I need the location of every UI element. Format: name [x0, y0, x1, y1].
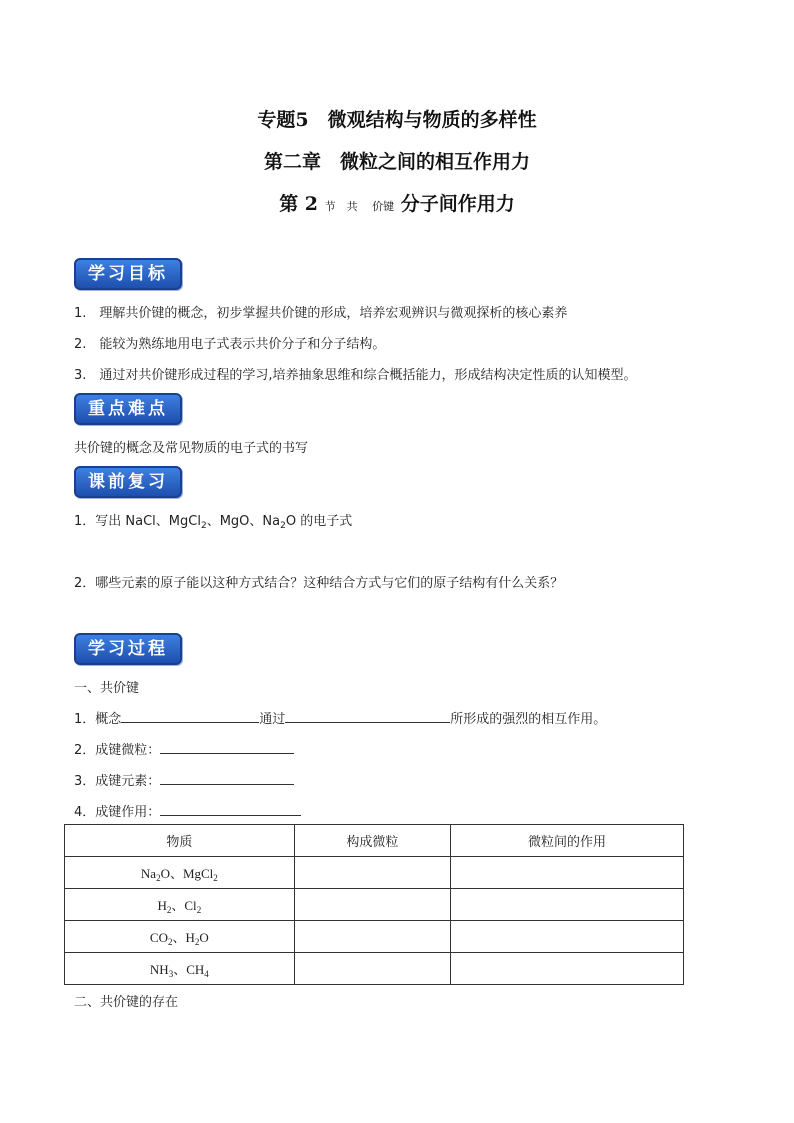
objective-1: 1. 理解共价键的概念，初步掌握共价键的形成，培养宏观辨识与微观探析的核心素养 — [74, 306, 568, 321]
chapter-title: 第二章 微粒之间的相互作用力 — [263, 151, 530, 173]
interaction-cell[interactable] — [451, 857, 684, 889]
section-topic: 分子间作用力 — [400, 193, 515, 215]
concept-blank-2[interactable] — [285, 710, 450, 723]
concept-end: 所形成的强烈的相互作用。 — [450, 712, 607, 727]
formula-part: 、CH — [173, 961, 205, 977]
interaction-cell[interactable] — [451, 953, 684, 985]
formula-part: 、Cl — [171, 897, 197, 913]
particles-cell[interactable] — [294, 857, 450, 889]
interaction-cell[interactable] — [451, 889, 684, 921]
objectives-banner: 学习目标 — [74, 258, 182, 290]
review-q1-part-c: O 的电子式 — [285, 514, 353, 529]
formula-part: CO — [149, 929, 168, 945]
section-title — [0, 189, 794, 216]
subscript: 2 — [167, 936, 173, 947]
section-number: 第 2 — [279, 193, 319, 215]
review-banner: 课前复习 — [74, 466, 182, 498]
review-q1-sub-2b: 2 — [280, 521, 286, 531]
formula-part: NH — [149, 961, 169, 977]
keypoints-text: 共价键的概念及常见物质的电子式的书写 — [74, 441, 309, 456]
bond-particles-line — [74, 739, 294, 758]
unit-title: 专题5 微观结构与物质的多样性 — [257, 109, 537, 131]
substance-cell — [65, 953, 295, 985]
bond-action-blank[interactable] — [160, 803, 301, 816]
formula-part: O — [199, 929, 209, 945]
section-subtitle-small: 节 共 价键 — [324, 200, 395, 213]
subscript: 3 — [168, 968, 174, 979]
substance-cell — [65, 857, 295, 889]
subscript: 2 — [213, 872, 218, 883]
process-banner: 学习过程 — [74, 633, 182, 665]
col-interaction: 微粒间的作用 — [451, 825, 684, 857]
formula-part: Na — [140, 865, 157, 881]
bond-elements-line — [74, 770, 294, 789]
particles-cell[interactable] — [294, 953, 450, 985]
bond-action-label: 4．成键作用： — [74, 805, 161, 820]
concept-line — [74, 708, 606, 727]
objective-3: 3. 通过对共价键形成过程的学习,培养抽象思维和综合概括能力，形成结构决定性质的认知模型。 — [74, 368, 637, 383]
substance-table — [64, 824, 684, 985]
col-substance: 物质 — [65, 825, 295, 857]
bond-elements-blank[interactable] — [160, 772, 294, 785]
subscript: 4 — [204, 968, 209, 979]
bond-particles-blank[interactable] — [160, 741, 294, 754]
subscript: 2 — [166, 904, 172, 915]
interaction-cell[interactable] — [451, 921, 684, 953]
table-row — [65, 921, 684, 953]
heading-covalent-bond: 一、共价键 — [74, 681, 140, 696]
table-header-row — [65, 825, 684, 857]
subscript: 2 — [156, 872, 161, 883]
review-q1-sub-2: 2 — [200, 521, 207, 531]
review-q1-part-a: 1．写出 NaCl、MgCl — [74, 514, 201, 529]
review-q1-part-b: 、MgO、Na — [206, 514, 281, 529]
table-row — [65, 953, 684, 985]
heading-bond-existence: 二、共价键的存在 — [74, 995, 179, 1010]
bond-action-line — [74, 801, 301, 820]
bond-elements-label: 3．成键元素： — [74, 774, 161, 789]
concept-label: 1．概念 — [74, 712, 122, 727]
particles-cell[interactable] — [294, 889, 450, 921]
substance-cell — [65, 889, 295, 921]
bond-particles-label: 2．成键微粒： — [74, 743, 161, 758]
objective-2: 2. 能较为熟练地用电子式表示共价分子和分子结构。 — [74, 337, 386, 352]
concept-via: 通过 — [259, 712, 286, 727]
table-row — [65, 857, 684, 889]
formula-part: O、MgCl — [160, 865, 214, 881]
review-question-1 — [74, 510, 352, 531]
subscript: 2 — [196, 904, 202, 915]
substance-cell — [65, 921, 295, 953]
concept-blank-1[interactable] — [121, 710, 259, 723]
keypoints-banner: 重点难点 — [74, 393, 182, 425]
table-row — [65, 889, 684, 921]
col-particles: 构成微粒 — [294, 825, 450, 857]
review-question-2: 2．哪些元素的原子能以这种方式结合？这种结合方式与它们的原子结构有什么关系？ — [74, 576, 564, 591]
particles-cell[interactable] — [294, 921, 450, 953]
subscript: 2 — [194, 936, 200, 947]
formula-part: 、H — [172, 929, 195, 945]
formula-part: H — [157, 897, 167, 913]
